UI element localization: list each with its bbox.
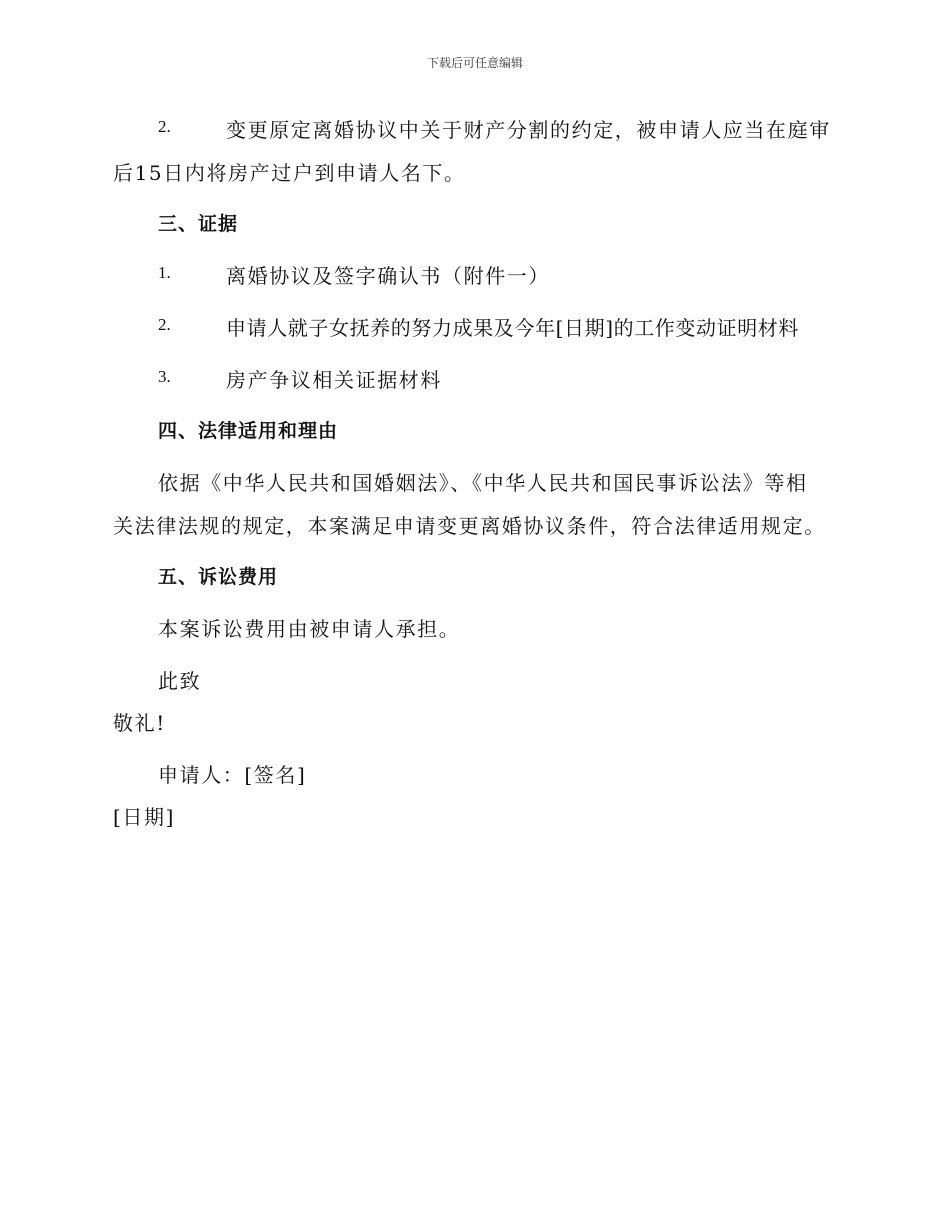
- signature-date: [日期]: [113, 805, 176, 829]
- paragraph-line: 变更原定离婚协议中关于财产分割的约定，被申请人应当在庭审: [226, 118, 831, 142]
- paragraph-line: 本案诉讼费用由被申请人承担。: [158, 617, 461, 641]
- section-heading: 三、证据: [158, 213, 239, 235]
- item-number: 2.: [158, 315, 171, 334]
- list-item: 离婚协议及签字确认书（附件一）: [226, 264, 550, 288]
- item-number: 1.: [158, 263, 171, 282]
- paragraph-line: 关法律法规的规定，本案满足申请变更离婚协议条件，符合法律适用规定。: [113, 514, 826, 538]
- closing-regards: 敬礼!: [113, 711, 166, 735]
- list-item: 申请人就子女抚养的努力成果及今年[日期]的工作变动证明材料: [226, 316, 800, 340]
- paragraph-line: 依据《中华人民共和国婚姻法》、《中华人民共和国民事诉讼法》等相: [158, 471, 808, 495]
- list-item: 房产争议相关证据材料: [226, 368, 442, 392]
- section-heading: 五、诉讼费用: [158, 566, 279, 588]
- section-heading: 四、法律适用和理由: [158, 420, 339, 442]
- applicant-signature: 申请人：[签名]: [158, 763, 307, 787]
- paragraph-line: 后15日内将房产过户到申请人名下。: [113, 161, 466, 185]
- item-number: 2.: [158, 117, 171, 136]
- closing-salutation: 此致: [158, 669, 202, 693]
- page-header: 下载后可任意编辑: [426, 56, 523, 70]
- item-number: 3.: [158, 367, 171, 386]
